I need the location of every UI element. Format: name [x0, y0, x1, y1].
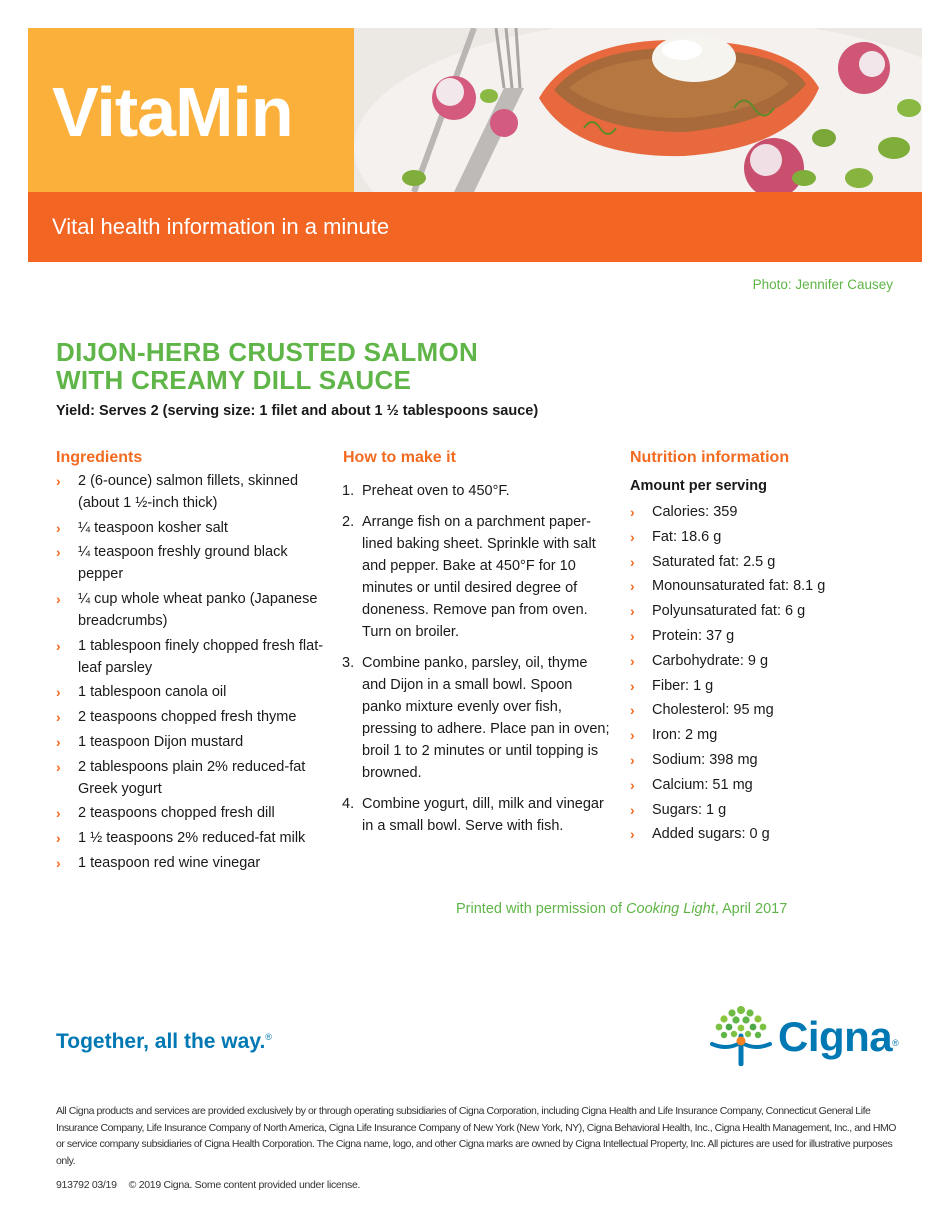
brand-tagline: Together, all the way.®	[56, 1030, 272, 1053]
recipe-title	[56, 338, 676, 394]
recipe-yield: Yield: Serves 2 (serving size: 1 filet and about 1 ½ tablespoons sauce)	[56, 403, 539, 419]
chevron-right-icon: ›	[56, 684, 61, 701]
nutrition-item: › Saturated fat: 2.5 g	[630, 551, 910, 573]
ingredient-item: › 1 tablespoon finely chopped fresh flat-leaf parsley	[56, 635, 331, 679]
newsletter-title: VitaMin	[52, 73, 293, 151]
nutrition-item: › Polyunsaturated fat: 6 g	[630, 600, 910, 622]
chevron-right-icon: ›	[630, 677, 635, 694]
nutrition-heading: Nutrition information	[630, 449, 790, 466]
chevron-right-icon: ›	[56, 854, 61, 871]
chevron-right-icon: ›	[630, 702, 635, 719]
nutrition-item: › Fat: 18.6 g	[630, 526, 910, 548]
chevron-right-icon: ›	[56, 805, 61, 822]
method-step: 2. Arrange fish on a parchment paper-lined baking sheet. Sprinkle with salt and pepper. Bake at 450°F for 10 minutes or until desired degree of doneness. Remove pan from oven. Turn on broiler.	[342, 514, 596, 640]
chevron-right-icon: ›	[56, 709, 61, 726]
ingredient-item: › 1 ½ teaspoons 2% reduced-fat milk	[56, 827, 331, 849]
footer-code-line	[56, 1179, 372, 1191]
chevron-right-icon: ›	[630, 578, 635, 595]
ingredients-heading: Ingredients	[56, 449, 143, 466]
chevron-right-icon: ›	[630, 826, 635, 843]
chevron-right-icon: ›	[630, 504, 635, 520]
nutrition-item: › Protein: 37 g	[630, 625, 910, 647]
ingredient-item: › 2 teaspoons chopped fresh thyme	[56, 706, 331, 728]
method-steps	[342, 480, 612, 846]
recipe-title-line-1: DIJON-HERB CRUSTED SALMON	[56, 337, 479, 367]
chevron-right-icon: ›	[630, 776, 635, 793]
photo-credit: Photo: Jennifer Causey	[752, 277, 893, 292]
method-heading: How to make it	[343, 449, 456, 466]
chevron-right-icon: ›	[56, 758, 61, 775]
ingredient-item: › 2 tablespoons plain 2% reduced-fat Greek yogurt	[56, 756, 331, 800]
chevron-right-icon: ›	[56, 637, 61, 654]
nutrition-item: › Iron: 2 mg	[630, 724, 910, 746]
chevron-right-icon: ›	[630, 751, 635, 768]
nutrition-item: › Added sugars: 0 g	[630, 823, 910, 845]
chevron-right-icon: ›	[56, 544, 61, 561]
newsletter-subtitle: Vital health information in a minute	[52, 214, 390, 239]
chevron-right-icon: ›	[630, 528, 635, 545]
chevron-right-icon: ›	[630, 603, 635, 620]
cigna-logo-wordmark: Cigna®	[778, 1013, 899, 1060]
chevron-right-icon: ›	[56, 733, 61, 750]
recipe-title-line-2: WITH CREAMY DILL SAUCE	[56, 365, 412, 395]
cigna-tree-logo-icon	[708, 1004, 774, 1071]
chevron-right-icon: ›	[630, 627, 635, 644]
source-publication: Cooking Light	[626, 901, 715, 917]
copyright-notice: © 2019 Cigna. Some content provided under license.	[128, 1179, 361, 1191]
ingredient-item: › 1 teaspoon red wine vinegar	[56, 852, 331, 874]
nutrition-item: › Carbohydrate: 9 g	[630, 650, 910, 672]
salmon-photo	[354, 28, 922, 192]
permission-credit: Printed with permission of Cooking Light, April 2017	[456, 901, 788, 917]
chevron-right-icon: ›	[56, 519, 61, 536]
registered-mark: ®	[265, 1032, 272, 1042]
ingredients-list	[56, 470, 331, 876]
ingredient-item: › ¼ cup whole wheat panko (Japanese breadcrumbs)	[56, 588, 331, 632]
chevron-right-icon: ›	[56, 591, 61, 608]
document-code: 913792 03/19	[56, 1179, 117, 1191]
chevron-right-icon: ›	[56, 829, 61, 846]
nutrition-item: › Fiber: 1 g	[630, 675, 910, 697]
registered-mark: ®	[892, 1038, 899, 1048]
chevron-right-icon: ›	[56, 473, 61, 489]
method-step: 4. Combine yogurt, dill, milk and vinegar in a small bowl. Serve with fish.	[342, 796, 604, 834]
method-step: 1. Preheat oven to 450°F.	[342, 483, 510, 499]
ingredient-item: › 2 (6-ounce) salmon fillets, skinned (about 1 ½-inch thick)	[56, 470, 331, 514]
nutrition-item: › Calories: 359	[630, 501, 910, 523]
nutrition-item: › Monounsaturated fat: 8.1 g	[630, 575, 910, 597]
ingredient-item: › ¼ teaspoon freshly ground black pepper	[56, 541, 331, 585]
nutrition-item: › Cholesterol: 95 mg	[630, 699, 910, 721]
ingredient-item: › ¼ teaspoon kosher salt	[56, 517, 331, 539]
nutrition-item: › Calcium: 51 mg	[630, 774, 910, 796]
nutrition-list	[630, 501, 910, 848]
nutrition-subheading: Amount per serving	[630, 478, 767, 494]
legal-disclaimer: All Cigna products and services are provided exclusively by or through operating subsidiaries of Cigna Corporation, including Cigna Health and Life Insurance Company, Connecticut General Life Insurance Company, Life Insurance Company of North America, Cigna Life Insurance Company of New York (New York, NY), Cigna Behavioral Health, Inc., Cigna Health Management, Inc., and HMO or service company subsidiaries of Cigna Health Corporation. The Cigna name, logo, and other Cigna marks are owned by Cigna Intellectual Property, Inc. All pictures are used for illustrative purposes only.	[56, 1105, 896, 1167]
chevron-right-icon: ›	[630, 553, 635, 570]
ingredient-item: › 1 teaspoon Dijon mustard	[56, 731, 331, 753]
nutrition-item: › Sugars: 1 g	[630, 799, 910, 821]
ingredient-item: › 1 tablespoon canola oil	[56, 681, 331, 703]
ingredient-item: › 2 teaspoons chopped fresh dill	[56, 802, 331, 824]
chevron-right-icon: ›	[630, 652, 635, 669]
chevron-right-icon: ›	[630, 801, 635, 818]
method-step: 3. Combine panko, parsley, oil, thyme and Dijon in a small bowl. Spoon panko mixture evenly over fish, pressing to adhere. Place pan in oven; broil 1 to 2 minutes or until topping is browned.	[342, 655, 610, 781]
chevron-right-icon: ›	[630, 727, 635, 744]
nutrition-item: › Sodium: 398 mg	[630, 749, 910, 771]
